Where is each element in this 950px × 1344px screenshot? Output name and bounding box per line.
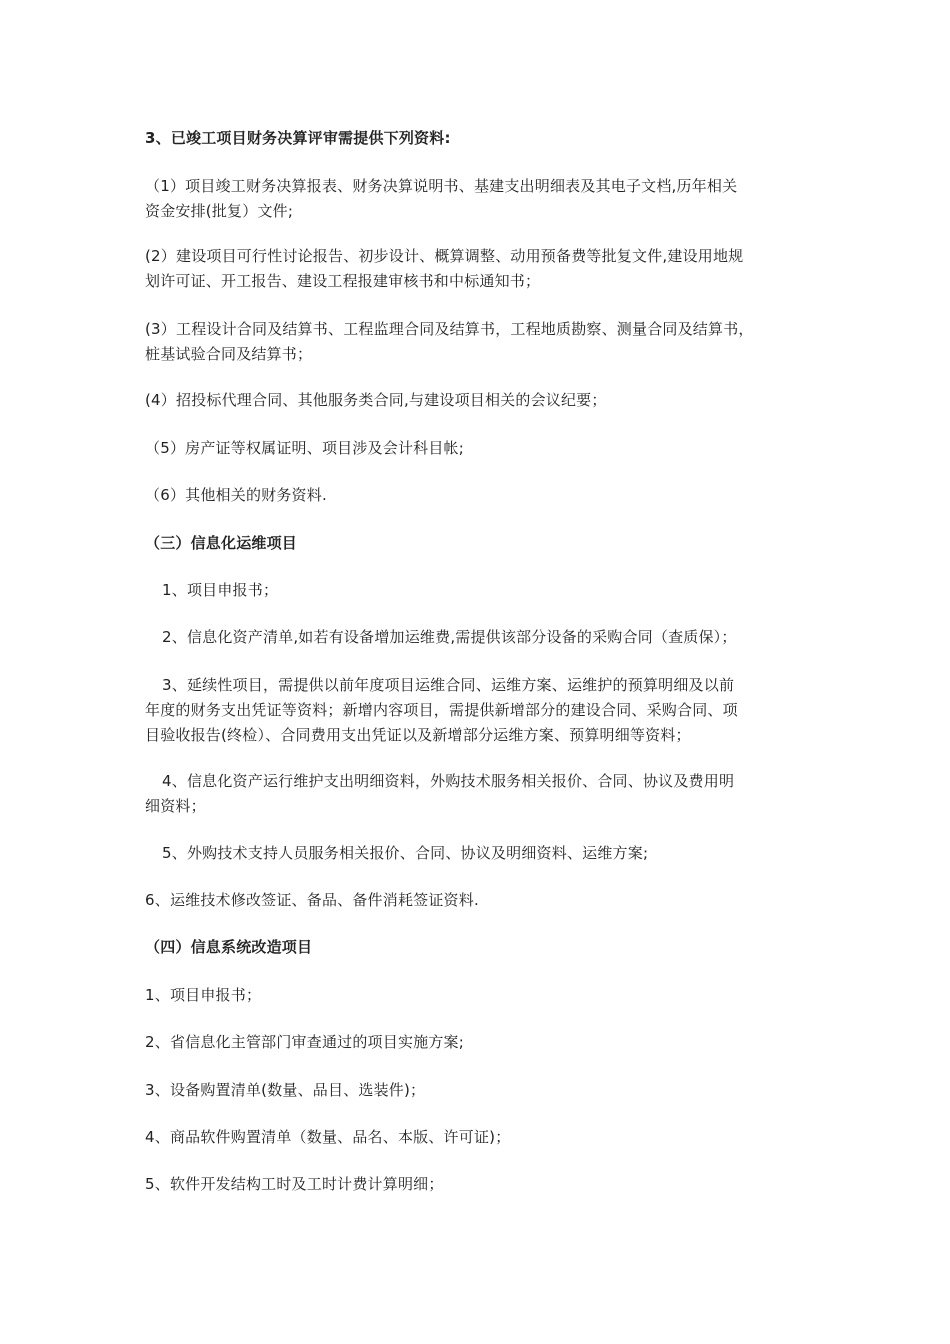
paragraph-item-6: （6）其他相关的财务资料. bbox=[145, 486, 327, 504]
paragraph-item-5: （5）房产证等权属证明、项目涉及会计科目帐; bbox=[145, 439, 464, 457]
paragraph-item-1: （1）项目竣工财务决算报表、财务决算说明书、基建支出明细表及其电子文档,历年相关 资金安排(批复）文件; bbox=[145, 177, 738, 220]
paragraph-ops-6: 6、运维技术修改签证、备品、备件消耗签证资料. bbox=[145, 891, 479, 909]
paragraph-ops-4: 4、信息化资产运行维护支出明细资料，外购技术服务相关报价、合同、协议及费用明 细资料； bbox=[145, 772, 735, 815]
paragraph-upgrade-3: 3、设备购置清单(数量、品目、选装件)； bbox=[145, 1081, 426, 1099]
paragraph-ops-3: 3、延续性项目，需提供以前年度项目运维合同、运维方案、运维护的预算明细及以前 年度的财务支出凭证等资料；新增内容项目，需提供新增部分的建设合同、采购合同、项 目验收报告(终检）、合同费用支出凭证以及新增部分运维方案、预算明细等资料； bbox=[145, 676, 738, 744]
section-heading-it-operations: （三）信息化运维项目 bbox=[145, 534, 298, 552]
paragraph-item-4: (4）招投标代理合同、其他服务类合同,与建设项目相关的会议纪要； bbox=[145, 391, 607, 409]
paragraph-upgrade-1: 1、项目申报书； bbox=[145, 986, 262, 1004]
paragraph-ops-5: 5、外购技术支持人员服务相关报价、合同、协议及明细资料、运维方案; bbox=[162, 844, 649, 862]
section-heading-system-upgrade: （四）信息系统改造项目 bbox=[145, 938, 313, 956]
paragraph-ops-1: 1、项目申报书； bbox=[162, 581, 279, 599]
paragraph-upgrade-5: 5、软件开发结构工时及工时计费计算明细； bbox=[145, 1175, 444, 1193]
paragraph-ops-2: 2、信息化资产清单,如若有设备增加运维费,需提供该部分设备的采购合同（查质保）； bbox=[162, 628, 737, 646]
paragraph-upgrade-2: 2、省信息化主管部门审查通过的项目实施方案; bbox=[145, 1033, 464, 1051]
paragraph-upgrade-4: 4、商品软件购置清单（数量、品名、本版、许可证)； bbox=[145, 1128, 511, 1146]
paragraph-item-3: (3）工程设计合同及结算书、工程监理合同及结算书，工程地质勘察、测量合同及结算书， 桩基试验合同及结算书； bbox=[145, 320, 754, 363]
paragraph-item-2: (2）建设项目可行性讨论报告、初步设计、概算调整、动用预备费等批复文件,建设用地规 划许可证、开工报告、建设工程报建审核书和中标通知书； bbox=[145, 247, 744, 290]
section-heading-completed-projects: 3、已竣工项目财务决算评审需提供下列资料: bbox=[145, 129, 451, 147]
